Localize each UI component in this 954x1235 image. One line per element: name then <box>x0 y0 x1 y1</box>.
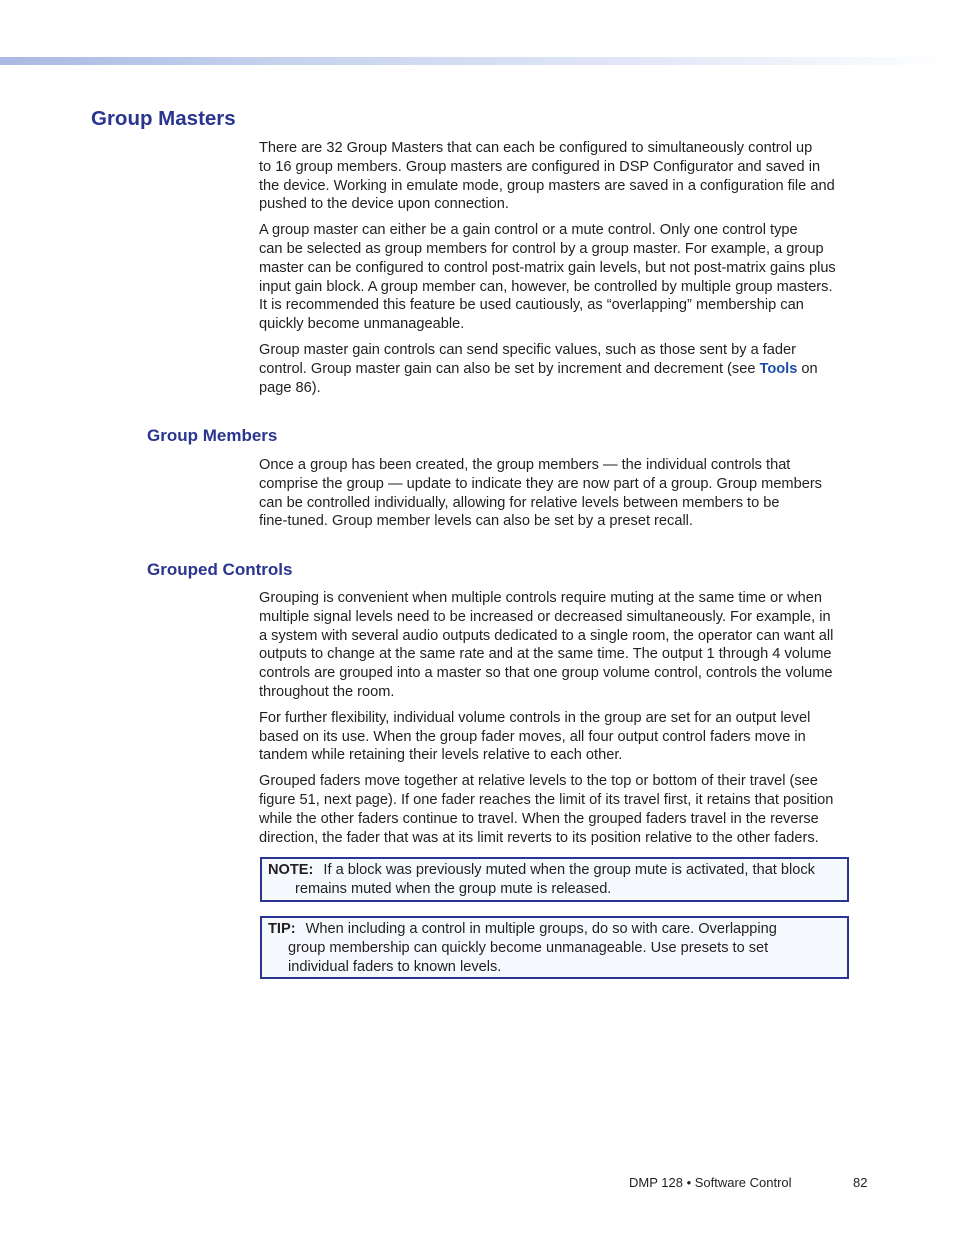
group-members-section <box>259 456 869 538</box>
text-line: There are 32 Group Masters that can each be configured to simultaneously control up <box>259 140 813 156</box>
tip-line: individual faders to known levels. <box>288 958 502 975</box>
text-line: Grouping is convenient when multiple controls require muting at the same time or when <box>259 590 822 606</box>
text-line: can be selected as group members for control by a group master. For example, a group <box>259 240 824 257</box>
text-line: Once a group has been created, the group members — the individual controls that <box>259 457 791 473</box>
text-fragment: on <box>797 360 818 377</box>
text-line: while the other faders continue to travel. When the grouped faders travel in the reverse <box>259 810 819 827</box>
grouped-paragraph-3 <box>259 772 869 847</box>
tip-box <box>260 916 849 979</box>
page-number: 82 <box>853 1175 868 1190</box>
text-line: master can be configured to control post-matrix gain levels, but not post-matrix gains plus <box>259 259 836 276</box>
text-line: Group master gain controls can send specific values, such as those sent by a fader <box>259 341 797 358</box>
text-line: outputs to change at the same rate and at the same time. The output 1 through 4 volume <box>259 646 832 663</box>
text-line: direction, the fader that was at its limit reverts to its position relative to the other faders. <box>259 829 819 846</box>
page-title: Group Masters <box>91 107 236 130</box>
text-line: quickly become unmanageable. <box>259 316 465 333</box>
text-line: controls are grouped into a master so that one group volume control, controls the volume <box>259 665 833 682</box>
text-line: figure 51, next page). If one fader reaches the limit of its travel first, it retains that position <box>259 791 834 808</box>
text-fragment: control. Group master gain can also be set by increment and decrement (see <box>259 360 760 377</box>
note-text: If a block was previously muted when the group mute is activated, that block <box>323 862 815 878</box>
text-line: comprise the group — update to indicate they are now part of a group. Group members <box>259 475 822 492</box>
grouped-controls-heading: Grouped Controls <box>147 560 293 579</box>
text-line: throughout the room. <box>259 683 395 700</box>
tip-line <box>268 920 841 939</box>
text-line: A group master can either be a gain control or a mute control. Only one control type <box>259 222 798 239</box>
intro-paragraph-3 <box>259 341 869 397</box>
tip-text: When including a control in multiple groups, do so with care. Overlapping <box>305 921 777 937</box>
text-line: It is recommended this feature be used cautiously, as “overlapping” membership can <box>259 297 804 314</box>
text-line: page 86). <box>259 379 321 396</box>
text-line: For further flexibility, individual volume controls in the group are set for an output level <box>259 709 811 726</box>
text-line: based on its use. When the group fader moves, all four output control faders move in <box>259 728 806 745</box>
members-paragraph-1 <box>259 456 869 531</box>
grouped-controls-section <box>259 589 869 854</box>
note-box <box>260 857 849 902</box>
text-line: can be controlled individually, allowing for relative levels between members to be <box>259 494 780 511</box>
header-gradient-bar <box>0 57 954 65</box>
text-line: tandem while retaining their levels relative to each other. <box>259 747 623 764</box>
intro-paragraph-2 <box>259 221 869 334</box>
note-label: NOTE: <box>268 862 314 878</box>
text-line: input gain block. A group member can, however, be controlled by multiple group masters. <box>259 278 833 295</box>
tip-line: group membership can quickly become unmanageable. Use presets to set <box>288 939 769 956</box>
note-line <box>268 861 841 880</box>
text-line <box>259 360 869 379</box>
footer-title: DMP 128 • Software Control <box>629 1175 792 1190</box>
text-line: the device. Working in emulate mode, group masters are saved in a configuration file and <box>259 177 835 194</box>
tools-link[interactable]: Tools <box>759 360 798 377</box>
text-line: a system with several audio outputs dedicated to a single room, the operator can want all <box>259 627 834 644</box>
group-members-heading: Group Members <box>147 426 278 445</box>
intro-paragraph-1 <box>259 139 869 214</box>
text-line: pushed to the device upon connection. <box>259 196 509 213</box>
intro-section <box>259 139 869 404</box>
note-line: remains muted when the group mute is released. <box>295 880 612 897</box>
text-line: fine-tuned. Group member levels can also be set by a preset recall. <box>259 513 693 530</box>
grouped-paragraph-2 <box>259 709 869 765</box>
tip-label: TIP: <box>268 921 296 937</box>
text-line: to 16 group members. Group masters are configured in DSP Configurator and saved in <box>259 158 821 175</box>
text-line: multiple signal levels need to be increased or decreased simultaneously. For example, in <box>259 608 831 625</box>
grouped-paragraph-1 <box>259 589 869 702</box>
text-line: Grouped faders move together at relative levels to the top or bottom of their travel (see <box>259 773 818 790</box>
